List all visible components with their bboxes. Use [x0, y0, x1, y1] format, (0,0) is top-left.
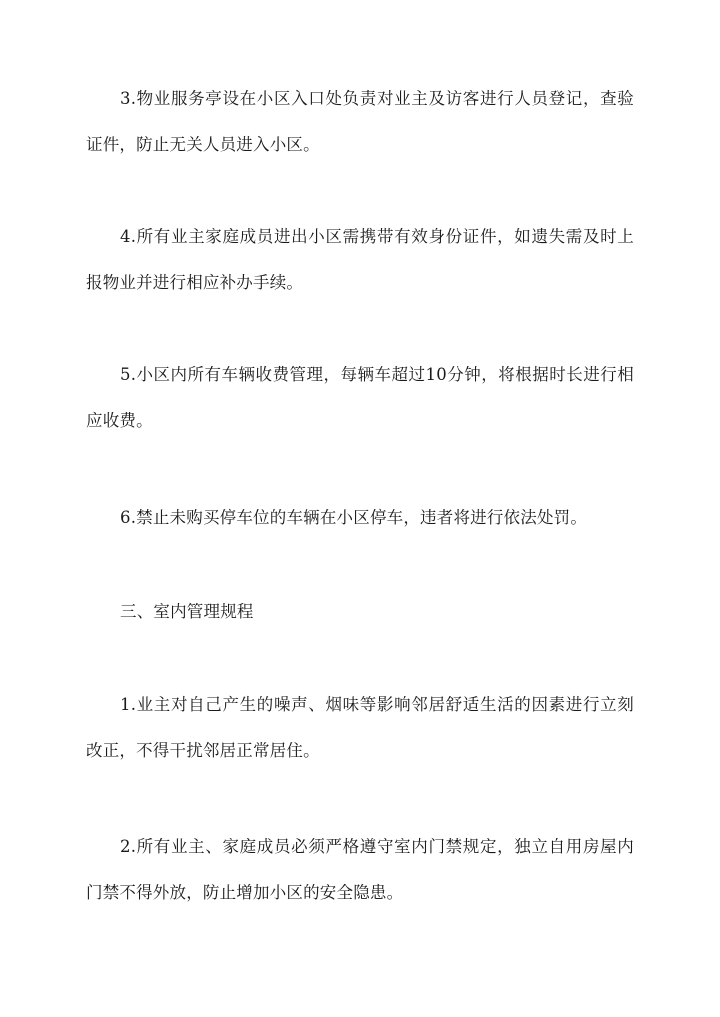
paragraph-item-6: 6.禁止未购买停车位的车辆在小区停车，违者将进行依法处罚。	[120, 508, 588, 527]
paragraph-item-3: 3.物业服务亭设在小区入口处负责对业主及访客进行人员登记，查验证件，防止无关人员进入小区。	[86, 89, 634, 154]
paragraph-item-1: 1.业主对自己产生的噪声、烟味等影响邻居舒适生活的因素进行立刻改正，不得干扰邻居正常居住。	[86, 695, 634, 760]
paragraph-item-5: 5.小区内所有车辆收费管理，每辆车超过10分钟，将根据时长进行相应收费。	[86, 365, 634, 430]
section-heading: 三、室内管理规程	[120, 602, 254, 621]
paragraph-item-4: 4.所有业主家庭成员进出小区需携带有效身份证件，如遗失需及时上报物业并进行相应补办手续。	[86, 227, 634, 292]
paragraph-item-2: 2.所有业主、家庭成员必须严格遵守室内门禁规定，独立自用房屋内门禁不得外放，防止增加小区的安全隐患。	[86, 837, 634, 902]
